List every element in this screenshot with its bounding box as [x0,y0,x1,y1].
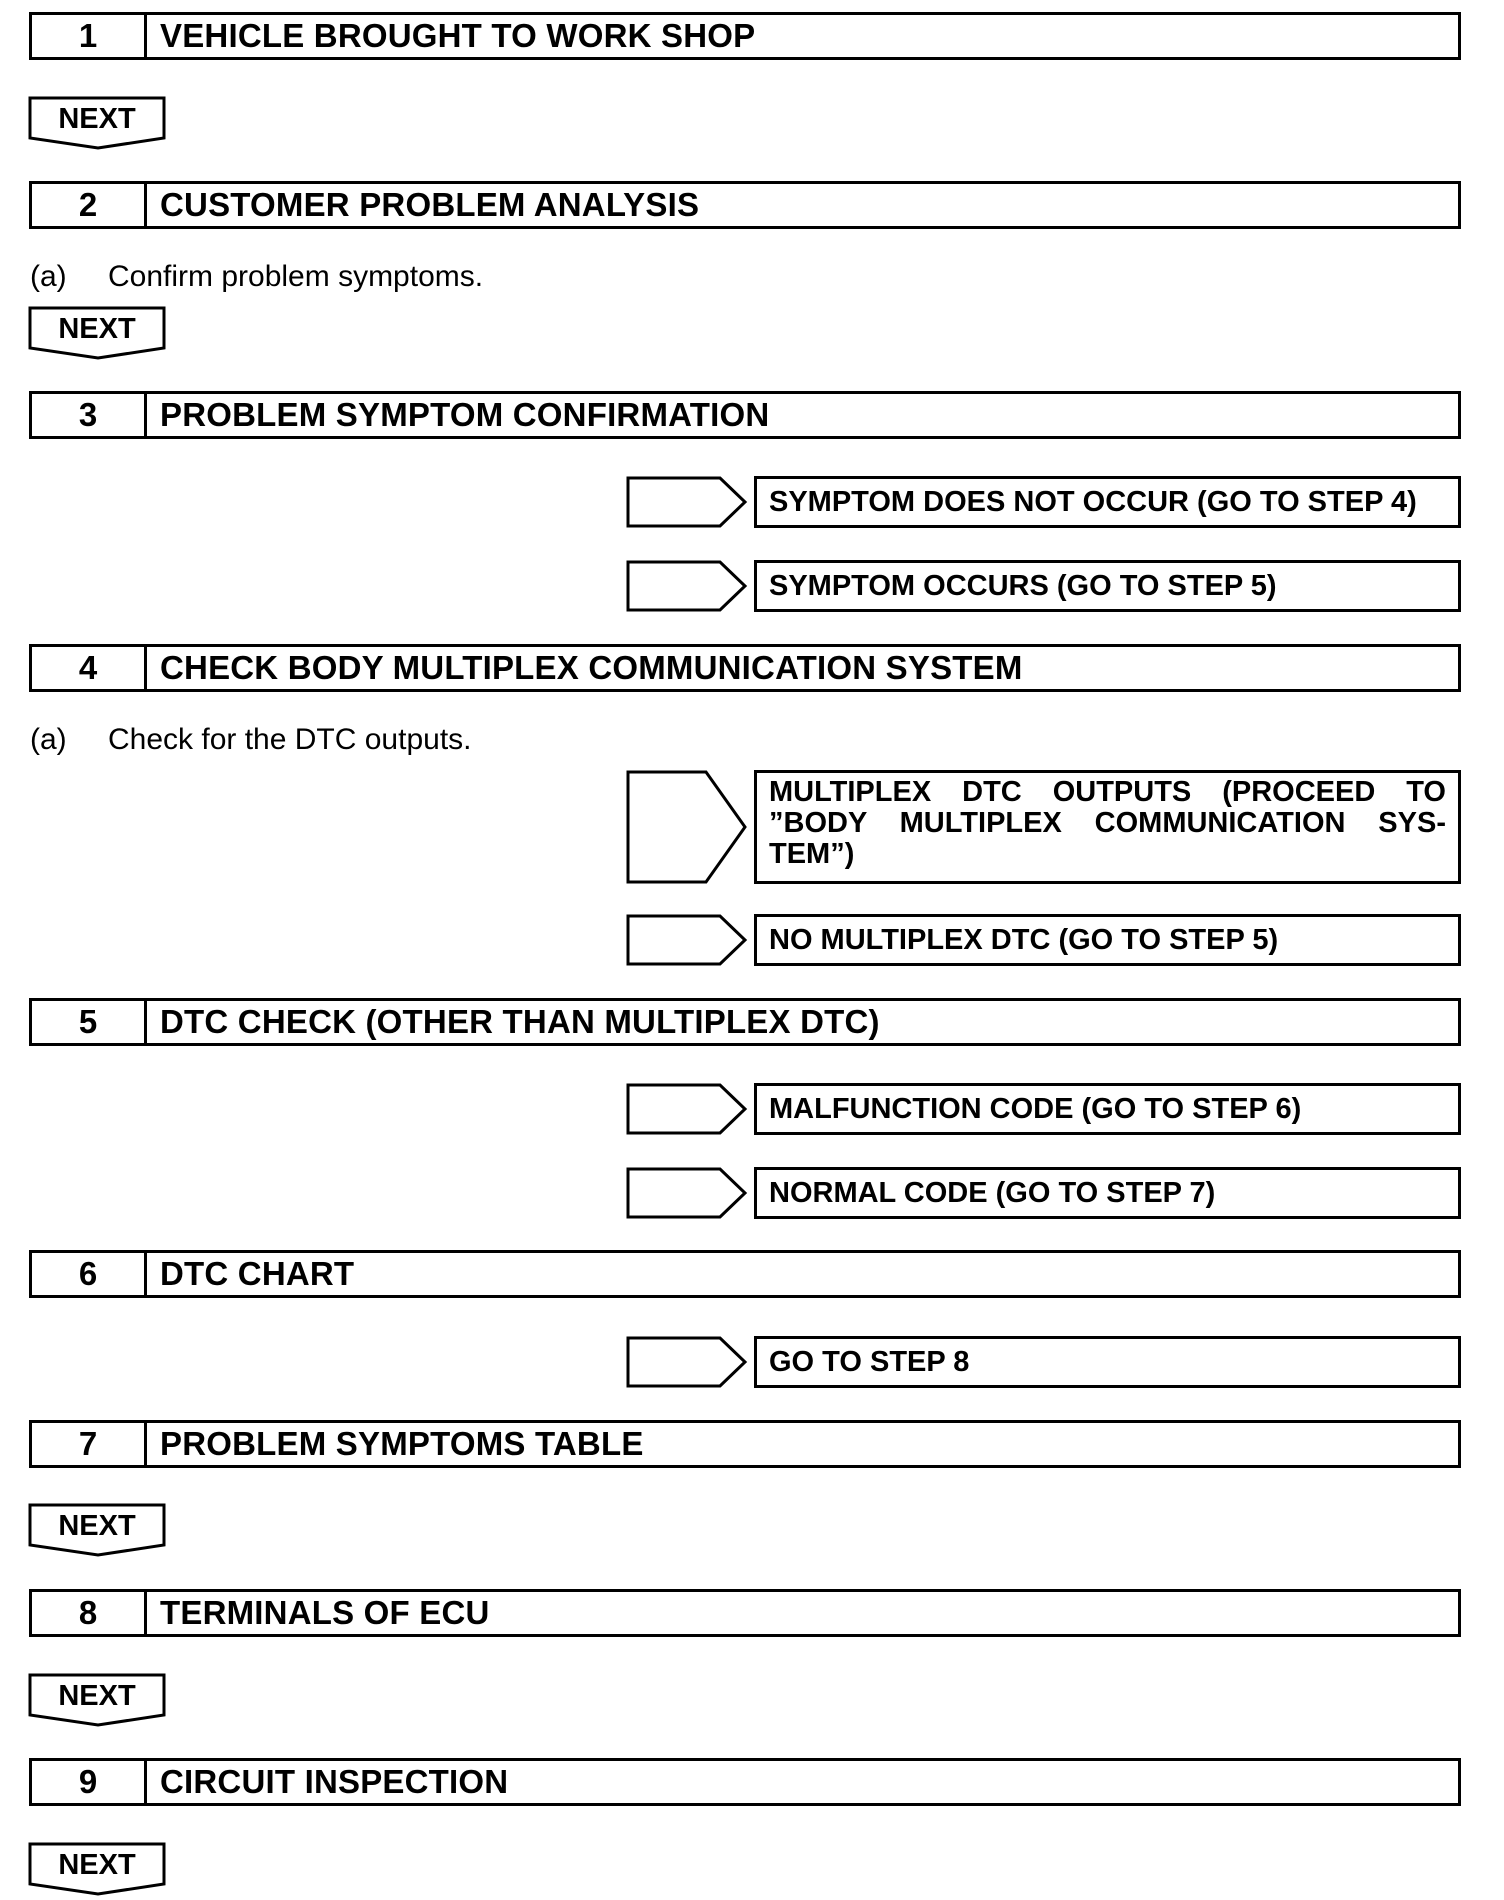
next-button[interactable] [28,306,166,362]
step-4 [29,644,1461,692]
result-box: SYMPTOM DOES NOT OCCUR (GO TO STEP 4) [754,476,1461,528]
step-number: 9 [32,1761,147,1803]
next-button[interactable] [28,1842,166,1898]
step-title: DTC CHART [160,1255,355,1292]
step-2 [29,181,1461,229]
step-number: 7 [32,1423,147,1465]
step-number: 3 [32,394,147,436]
substep-marker: (a) [30,260,67,293]
result-box: NORMAL CODE (GO TO STEP 7) [754,1167,1461,1219]
result-box: MULTIPLEX DTC OUTPUTS (PROCEED TO ”BODY MULTIPLEX COMMUNICATION SYS- TEM”) [754,770,1461,884]
branch-arrow-icon [626,1336,748,1388]
step-5 [29,998,1461,1046]
step-8 [29,1589,1461,1637]
step-title: DTC CHECK (OTHER THAN MULTIPLEX DTC) [160,1003,880,1040]
step-number: 8 [32,1592,147,1634]
substep-a [30,260,483,294]
substep-text: Check for the DTC outputs. [108,723,472,756]
step-9 [29,1758,1461,1806]
step-title: PROBLEM SYMPTOMS TABLE [160,1425,644,1462]
result-box: GO TO STEP 8 [754,1336,1461,1388]
result-box: NO MULTIPLEX DTC (GO TO STEP 5) [754,914,1461,966]
branch-arrow-icon [626,770,748,884]
next-button[interactable] [28,96,166,152]
next-label: NEXT [58,1849,136,1881]
step-number: 5 [32,1001,147,1043]
step-number: 6 [32,1253,147,1295]
branch-arrow-icon [626,1167,748,1219]
next-label: NEXT [58,1510,136,1542]
step-title: TERMINALS OF ECU [160,1594,490,1631]
substep-text: Confirm problem symptoms. [108,260,484,293]
next-label: NEXT [58,1680,136,1712]
next-label: NEXT [58,103,136,135]
next-label: NEXT [58,313,136,345]
result-box: SYMPTOM OCCURS (GO TO STEP 5) [754,560,1461,612]
step-number: 2 [32,184,147,226]
step-title: PROBLEM SYMPTOM CONFIRMATION [160,396,770,433]
step-title: VEHICLE BROUGHT TO WORK SHOP [160,17,756,54]
step-title: CHECK BODY MULTIPLEX COMMUNICATION SYSTEM [160,649,1023,686]
step-7 [29,1420,1461,1468]
substep-a [30,723,472,757]
next-button[interactable] [28,1503,166,1559]
step-number: 1 [32,15,147,57]
branch-arrow-icon [626,1083,748,1135]
step-title: CIRCUIT INSPECTION [160,1763,509,1800]
branch-arrow-icon [626,476,748,528]
step-title: CUSTOMER PROBLEM ANALYSIS [160,186,700,223]
step-3 [29,391,1461,439]
substep-marker: (a) [30,723,67,756]
branch-arrow-icon [626,560,748,612]
next-button[interactable] [28,1673,166,1729]
result-box: MALFUNCTION CODE (GO TO STEP 6) [754,1083,1461,1135]
step-6 [29,1250,1461,1298]
step-number: 4 [32,647,147,689]
step-1 [29,12,1461,60]
branch-arrow-icon [626,914,748,966]
